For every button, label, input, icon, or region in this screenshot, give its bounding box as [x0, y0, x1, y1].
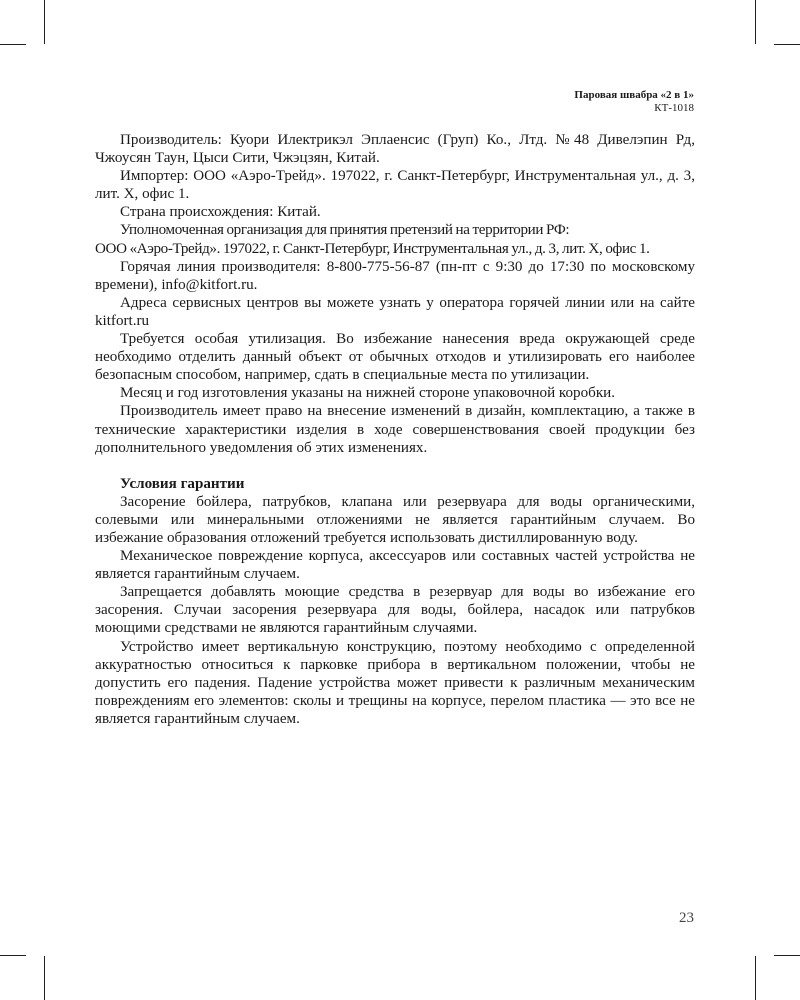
crop-mark — [44, 956, 45, 1000]
service-centers-paragraph: Адреса сервисных центров вы можете узнать у оператора горячей линии или на сайте kitfort.ru — [95, 294, 695, 329]
warranty-paragraph: Механическое повреждение корпуса, аксессуаров или составных частей устройства не является гарантийным случаем. — [95, 548, 695, 583]
warranty-heading: Условия гарантии — [120, 475, 245, 492]
changes-notice-paragraph: Производитель имеет право на внесение изменений в дизайн, комплектацию, а также в технические характеристики изделия в ходе совершенствования своей продукции без дополнительного уведомления об этих изменениях. — [95, 403, 695, 456]
crop-mark — [755, 0, 756, 44]
claims-organization-label: Уполномоченная организация для принятия претензий на территории РФ: — [120, 222, 570, 239]
document-body — [95, 131, 695, 728]
manufacturer-paragraph: Производитель: Куори Илектрикэл Эплаенсис (Груп) Ко., Лтд. №48 Дивелэпин Рд, Чжоусян Таун, Цыси Сити, Чжэцзян, Китай. — [95, 132, 695, 167]
warranty-paragraph: Устройство имеет вертикальную конструкцию, поэтому необходимо с определенной аккуратностью относиться к парковке прибора в вертикальном положении, чтобы не допустить его падения. Падение устройства может привести к различным механическим повреждениям его элементов: сколы и трещины на корпусе, перелом пластика — это все не является гарантийным случаем. — [95, 638, 695, 727]
crop-mark — [0, 955, 26, 956]
disposal-paragraph: Требуется особая утилизация. Во избежание нанесения вреда окружающей среде необходимо отделить данный объект от обычных отходов и утилизировать его наиболее безопасным способом, например, сдать в специальные места по утилизации. — [95, 331, 695, 384]
claims-organization-address: ООО «Аэро-Трейд». 197022, г. Санкт-Петербург, Инструментальная ул., д. 3, лит. Х, офис 1. — [95, 240, 650, 257]
product-title: Паровая швабра «2 в 1» — [574, 89, 694, 101]
crop-mark — [774, 44, 800, 45]
crop-mark — [44, 0, 45, 44]
hotline-paragraph: Горячая линия производителя: 8-800-775-56-87 (пн-пт с 9:30 до 17:30 по московскому времени), info@kitfort.ru. — [95, 258, 695, 293]
model-number: КТ-1018 — [654, 102, 694, 114]
section-gap — [95, 457, 695, 475]
page-number: 23 — [679, 910, 694, 926]
crop-mark — [774, 955, 800, 956]
running-header — [574, 89, 694, 115]
warranty-paragraph: Запрещается добавлять моющие средства в резервуар для воды во избежание его засорения. Случаи засорения резервуара для воды, бойлера, насадок или патрубков моющими средствами не являются гарантийным случаями. — [95, 584, 695, 637]
manufacture-date-paragraph: Месяц и год изготовления указаны на нижней стороне упаковочной коробки. — [120, 385, 616, 402]
crop-mark — [755, 956, 756, 1000]
crop-mark — [0, 44, 26, 45]
importer-paragraph: Импортер: ООО «Аэро-Трейд». 197022, г. Санкт-Петербург, Инструментальная ул., д. 3, лит. Х, офис 1. — [95, 168, 695, 203]
country-of-origin: Страна происхождения: Китай. — [120, 204, 321, 221]
warranty-paragraph: Засорение бойлера, патрубков, клапана или резервуара для воды органическими, солевыми или минеральными отложениями не является гарантийным случаем. Во избежание образования отложений требуется использовать дистиллированную воду. — [95, 493, 695, 546]
